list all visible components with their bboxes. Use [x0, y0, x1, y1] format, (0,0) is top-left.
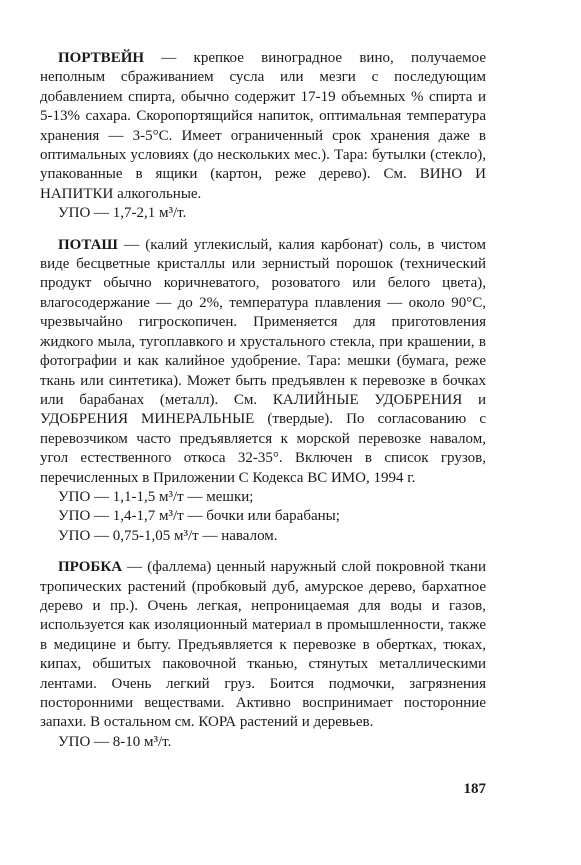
entry-text: — (калий углекислый, калия карбонат) соль, в чистом виде бесцветные кристаллы или зернистый порошок (технический продукт обычно коричневатого, розоватого или белого цвета), влагосодержание — до 2%, температура плавления — около 90°С, чрезвычайно гигроскопичен. Применяется для приготовления жидкого мыла, тугоплавкого и хрустального стекла, при крашении, в фотографии и как калийное удобрение. Тара: мешки (бумага, реже ткань или синтетика). Может быть предъявлен к перевозке в бочках или барабанах (металл). См. КАЛИЙНЫЕ УДОБРЕНИЯ и УДОБРЕНИЯ МИНЕРАЛЬНЫЕ (твердые). По согласованию с перевозчиком часто предъявляется к морской перевозке навалом, угол естественного откоса 32-35°. Включен в список грузов, перечисленных в Приложении С Кодекса ВС ИМО, 1994 г.: [40, 236, 486, 486]
entry-portvein: [40, 49, 486, 224]
entry-potash: [40, 236, 486, 547]
document-page: [40, 49, 486, 764]
page-number: 187: [463, 781, 486, 797]
upo-line: [40, 488, 486, 507]
upo-line: [40, 527, 486, 546]
entry-term: ПОРТВЕЙН: [58, 50, 145, 66]
entry-probka: [40, 558, 486, 752]
entry-term: ПРОБКА: [58, 559, 123, 576]
upo-value: УПО — 1,7-2,1 м³/т.: [58, 205, 187, 222]
entry-text: — (фаллема) ценный наружный слой покровной ткани тропических растений (пробковый дуб, амурское дерево, бархатное дерево и пр.). Очень легкая, непроницаемая для воды и газов, используется как изоляционный материал в промышленности, также в медицине и быту. Предъявляется к перевозке в обертках, тюках, кипах, обшитых паковочной тканью, стянутых металлическими лентами. Очень легкий груз. Боится подмочки, загрязнения посторонними веществами. Активно воспринимает посторонние запахи. В остальном см. КОРА растений и деревьев.: [40, 559, 486, 731]
entry-term: ПОТАШ: [58, 236, 118, 253]
entry-paragraph: [40, 236, 486, 488]
upo-value: УПО — 1,1-1,5 м³/т — мешки;: [58, 488, 254, 505]
upo-value: УПО — 8-10 м³/т.: [58, 733, 172, 750]
entry-text: — крепкое виноградное вино, получаемое неполным сбраживанием сусла или мезги с последующим добавлением спирта, обычно содержит 17-19 объемных % спирта и 5-13% сахара. Скоропортящийся напиток, оптимальная температура хранения — 3-5°С. Имеет ограниченный срок хранения даже в оптимальных условиях (до нескольких мес.). Тара: бутылки (стекло), упакованные в ящики (картон, реже дерево). См. ВИНО И НАПИТКИ алкогольные.: [40, 50, 486, 202]
entry-paragraph: [40, 49, 486, 204]
upo-line: [40, 733, 486, 752]
upo-value: УПО — 1,4-1,7 м³/т — бочки или барабаны;: [58, 508, 340, 525]
entry-paragraph: [40, 558, 486, 733]
upo-line: [40, 204, 486, 223]
upo-line: [40, 507, 486, 526]
upo-value: УПО — 0,75-1,05 м³/т — навалом.: [58, 527, 278, 544]
